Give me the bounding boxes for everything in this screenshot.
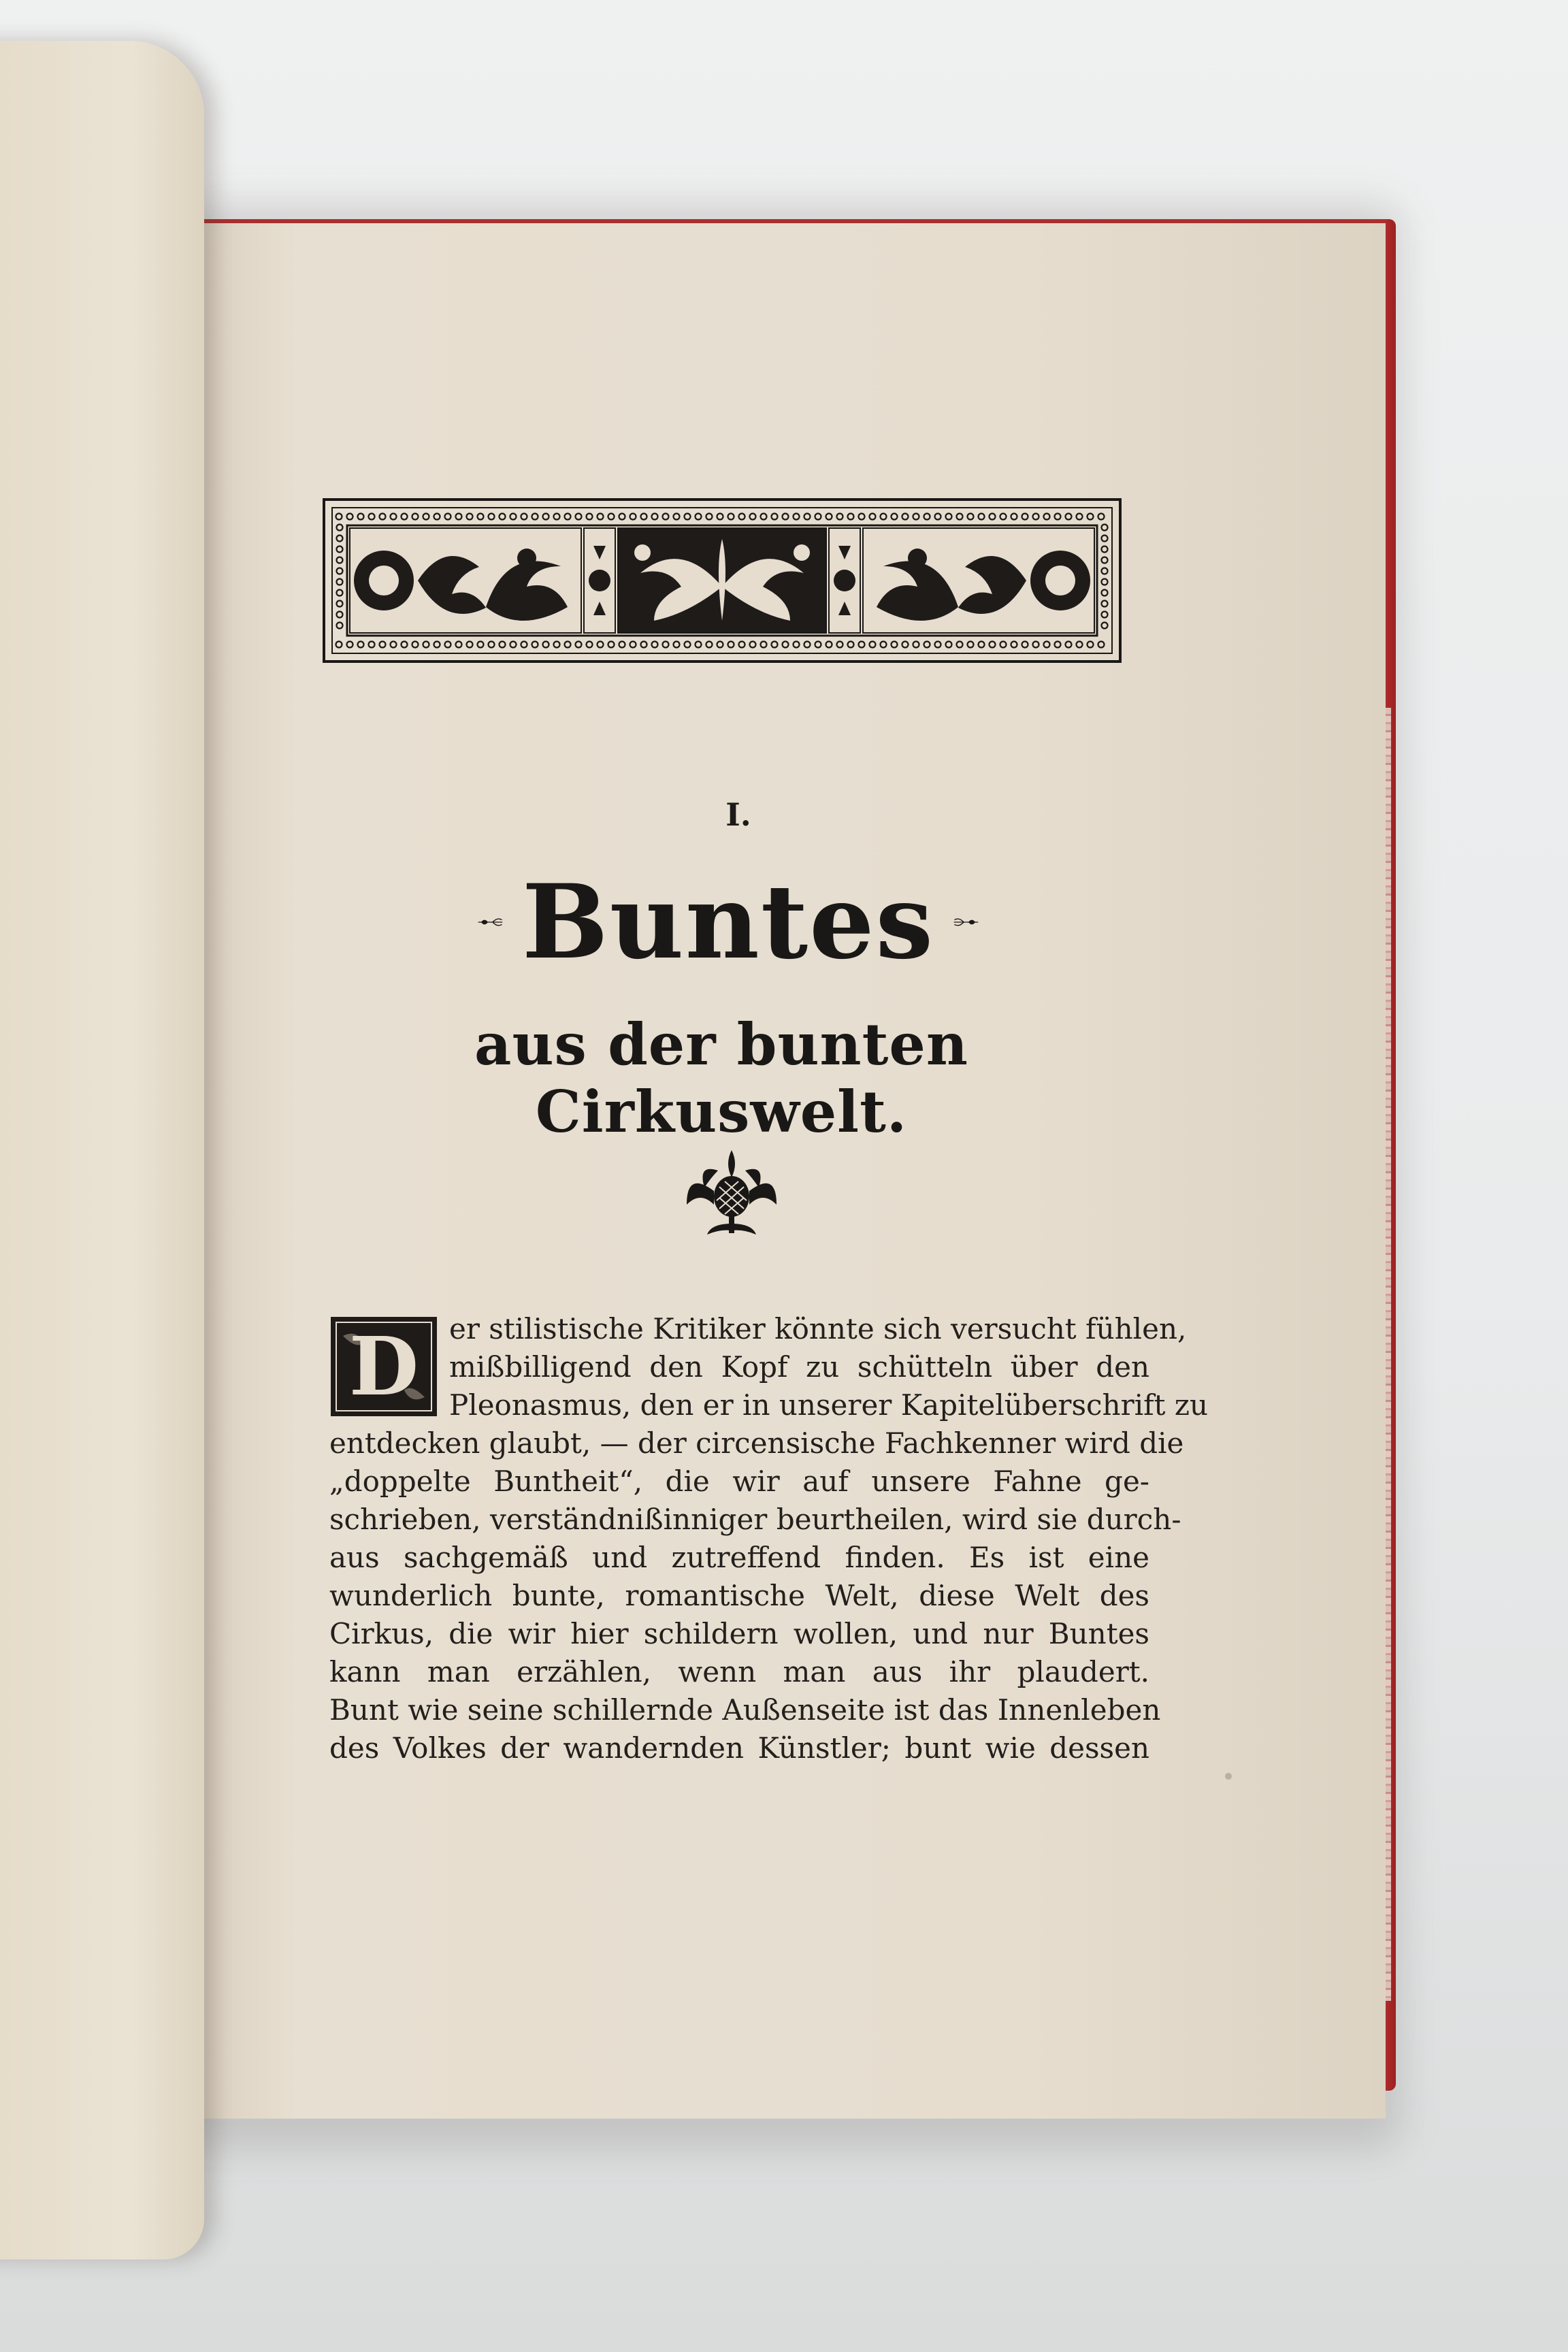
border-dot [532,642,538,648]
border-dot [380,642,386,648]
border-dot [902,642,909,648]
border-dot [347,642,353,648]
border-dot [608,514,615,520]
border-dot [935,642,941,648]
border-dot [434,642,440,648]
border-dot [750,642,756,648]
border-dot [804,514,811,520]
border-dot [630,642,636,648]
border-dot [1102,536,1108,542]
text-line: er stilistische Kritiker könnte sich versucht fühlen, [449,1312,1187,1345]
border-dot [848,514,854,520]
border-dot [1011,642,1017,648]
border-dot [685,514,691,520]
border-dot [587,642,593,648]
border-dot [456,642,462,648]
text-line: schrieben, verständnißinniger beurtheilen, wird sie durch- [329,1503,1181,1536]
border-dot [837,514,843,520]
paper-speck [1225,1773,1232,1780]
border-dot [1066,514,1072,520]
border-dot [815,642,821,648]
border-dot [598,514,604,520]
border-dot [1102,568,1108,574]
border-dot [608,642,615,648]
border-dot [337,579,343,585]
border-dot [543,514,549,520]
border-dot [391,514,397,520]
border-dot [1022,642,1028,648]
border-dot [337,557,343,564]
border-dot [336,642,342,648]
border-dot [990,514,996,520]
border-dot [902,514,909,520]
headband-ornament [323,498,1122,663]
border-dot [706,514,713,520]
border-dot [881,642,887,648]
border-dot [358,514,364,520]
border-dot [870,642,876,648]
border-dot [510,642,517,648]
border-dot [1102,590,1108,596]
border-dot [456,514,462,520]
border-dot [913,642,919,648]
border-dot [739,642,745,648]
border-dot [543,642,549,648]
border-dot [565,514,571,520]
border-dot [924,514,930,520]
border-dot [445,642,451,648]
border-dot [924,642,930,648]
border-dot [859,514,865,520]
border-dot [1066,642,1072,648]
border-dot [467,642,473,648]
border-dot [500,642,506,648]
border-dot [1000,514,1007,520]
border-dot [663,642,669,648]
chapter-number: I. [725,796,751,833]
border-dot [750,514,756,520]
flourish-right-icon [952,905,980,939]
flourish-left-icon [476,905,504,939]
border-dot [337,568,343,574]
border-dot [837,642,843,648]
border-dot [554,514,560,520]
border-dot [619,514,625,520]
border-dot [630,514,636,520]
border-dot [1102,525,1108,531]
border-dot [772,642,778,648]
border-dot [521,514,527,520]
text-line: kann man erzählen, wenn man aus ihr plaudert. [329,1655,1149,1688]
text-line: „doppelte Buntheit“, die wir auf unsere Fahne ge- [329,1465,1149,1498]
border-dot [587,514,593,520]
border-dot [1044,514,1050,520]
border-dot [739,514,745,520]
border-dot [402,514,408,520]
border-dot [565,642,571,648]
border-dot [794,514,800,520]
border-dot [521,642,527,648]
text-line: Pleonasmus, den er in unserer Kapitelüberschrift zu [449,1388,1209,1422]
border-dot [1055,514,1061,520]
border-dot [783,514,789,520]
border-dot [772,514,778,520]
border-dot [489,514,495,520]
border-dot [728,514,734,520]
text-line: entdecken glaubt, — der circensische Fachkenner wird die [329,1426,1184,1460]
border-dot [1000,642,1007,648]
border-dot [337,612,343,618]
border-dot [1077,514,1083,520]
dropcap-letter: D [348,1319,419,1414]
border-dot [979,642,985,648]
border-dot [532,514,538,520]
border-dot [336,514,342,520]
border-dot [467,514,473,520]
border-dot [510,514,517,520]
border-dot [576,642,582,648]
border-dot [619,642,625,648]
border-dot [380,514,386,520]
border-dot [1033,642,1039,648]
border-dot [957,514,963,520]
text-line: Bunt wie seine schillernde Außenseite ist das Innenleben [329,1693,1161,1727]
border-dot [804,642,811,648]
border-dot [881,514,887,520]
border-dot [957,642,963,648]
border-dot [337,623,343,629]
border-dot [652,642,658,648]
chapter-title-row [476,851,980,994]
border-dot [1102,601,1108,607]
border-dot [761,514,767,520]
text-line: Cirkus, die wir hier schildern wollen, und nur Buntes [329,1617,1149,1650]
left-page [0,41,204,2259]
border-dot [337,546,343,553]
border-dot [826,642,832,648]
border-dot [946,642,952,648]
border-dot [1098,514,1105,520]
border-dot [968,642,974,648]
border-dot [434,514,440,520]
border-dot [946,514,952,520]
border-dot [1055,642,1061,648]
floral-vignette-icon [684,1143,779,1239]
border-dot [935,514,941,520]
border-dot [1088,642,1094,648]
dropcap-frame [329,1316,438,1418]
chapter-title: Buntes [521,862,935,982]
border-dot [1011,514,1017,520]
border-dot [369,642,375,648]
border-dot [674,514,680,520]
text-line: wunderlich bunte, romantische Welt, diese Welt des [329,1579,1149,1612]
border-dot [478,514,484,520]
border-dot [1102,546,1108,553]
border-dot [337,536,343,542]
border-dot [892,514,898,520]
border-dot [706,642,713,648]
border-dot [337,601,343,607]
border-dot [815,514,821,520]
border-dot [369,514,375,520]
text-line: mißbilligend den Kopf zu schütteln über den [449,1350,1149,1384]
border-dot [1102,612,1108,618]
border-dot [968,514,974,520]
border-dot [478,642,484,648]
border-dot [913,514,919,520]
border-dot [979,514,985,520]
border-dot [848,642,854,648]
border-dot [783,642,789,648]
border-dot [423,514,429,520]
border-dot [717,642,723,648]
border-dot [598,642,604,648]
border-dot [391,642,397,648]
border-dot [1033,514,1039,520]
text-line: aus sachgemäß und zutreffend finden. Es ist eine [329,1541,1149,1574]
border-dot [641,514,647,520]
text-line: des Volkes der wandernden Künstler; bunt wie dessen [329,1731,1149,1765]
border-dot [337,590,343,596]
border-dot [402,642,408,648]
border-dot [696,642,702,648]
border-dot [870,514,876,520]
border-dot [337,525,343,531]
chapter-subtitle: aus der bunten Cirkuswelt. [474,1011,968,1145]
border-dot [826,514,832,520]
border-dot [1098,642,1105,648]
border-dot [412,514,419,520]
border-dot [358,642,364,648]
body-paragraph [329,1310,1209,1767]
border-dot [445,514,451,520]
border-dot [1088,514,1094,520]
border-dot [663,514,669,520]
border-dot [859,642,865,648]
border-dot [1044,642,1050,648]
border-dot [652,514,658,520]
border-dot [1102,579,1108,585]
border-dot [412,642,419,648]
border-dot [347,514,353,520]
border-dot [892,642,898,648]
border-dot [1077,642,1083,648]
border-dot [641,642,647,648]
border-dot [1102,557,1108,564]
border-dot [717,514,723,520]
border-dot [489,642,495,648]
border-dot [685,642,691,648]
border-dot [423,642,429,648]
border-dot [990,642,996,648]
border-dot [674,642,680,648]
border-dot [761,642,767,648]
border-dot [576,514,582,520]
border-dot [696,514,702,520]
border-dot [728,642,734,648]
border-dot [794,642,800,648]
border-dot [1102,623,1108,629]
border-dot [500,514,506,520]
border-dot [1022,514,1028,520]
border-dot [554,642,560,648]
